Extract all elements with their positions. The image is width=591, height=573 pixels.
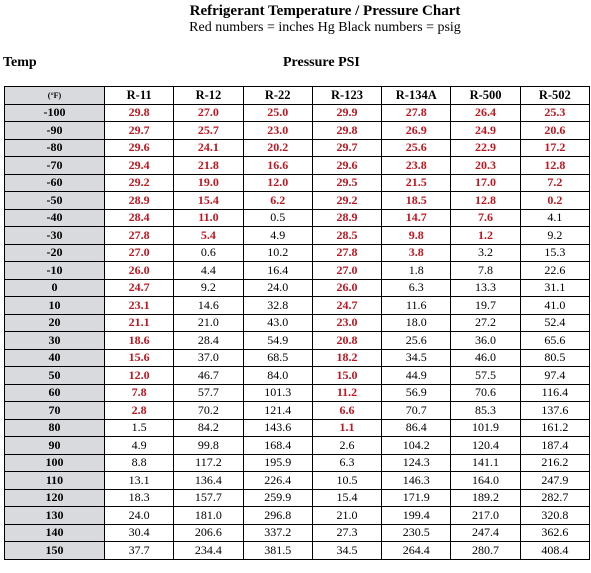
vacuum-cell: 9.8 [382, 227, 451, 245]
pressure-cell: 25.6 [382, 332, 451, 350]
pressure-cell: 9.2 [520, 227, 589, 245]
table-row [5, 454, 590, 472]
pressure-cell: 31.1 [520, 279, 589, 297]
temp-cell: 120 [5, 489, 105, 507]
table-row [5, 507, 590, 525]
pressure-cell: 85.3 [451, 402, 520, 420]
pressure-cell: 161.2 [520, 419, 589, 437]
pressure-cell: 41.0 [520, 297, 589, 315]
pressure-cell: 247.4 [451, 524, 520, 542]
vacuum-cell: 25.7 [174, 122, 243, 140]
table-row [5, 524, 590, 542]
pressure-cell: 101.9 [451, 419, 520, 437]
table-row [5, 367, 590, 385]
pressure-cell: 195.9 [243, 454, 312, 472]
vacuum-cell: 21.8 [174, 157, 243, 175]
table-row [5, 244, 590, 262]
temp-cell: -40 [5, 209, 105, 227]
vacuum-cell: 21.1 [105, 314, 174, 332]
pressure-cell: 9.2 [174, 279, 243, 297]
pressure-cell: 34.5 [312, 542, 381, 560]
temp-cell: -10 [5, 262, 105, 280]
pressure-cell: 320.8 [520, 507, 589, 525]
pressure-cell: 86.4 [382, 419, 451, 437]
table-row [5, 104, 590, 122]
vacuum-cell: 28.9 [312, 209, 381, 227]
pressure-cell: 337.2 [243, 524, 312, 542]
pressure-cell: 13.1 [105, 472, 174, 490]
table-body [5, 104, 590, 559]
table-row [5, 489, 590, 507]
vacuum-cell: 23.0 [243, 122, 312, 140]
pressure-cell: 36.0 [451, 332, 520, 350]
pressure-cell: 116.4 [520, 384, 589, 402]
vacuum-cell: 20.2 [243, 139, 312, 157]
pressure-cell: 141.1 [451, 454, 520, 472]
vacuum-cell: 14.7 [382, 209, 451, 227]
pressure-heading: Pressure PSI [283, 55, 360, 70]
table-row [5, 262, 590, 280]
pressure-cell: 18.3 [105, 489, 174, 507]
pressure-cell: 381.5 [243, 542, 312, 560]
vacuum-cell: 24.1 [174, 139, 243, 157]
temp-cell: -50 [5, 192, 105, 210]
vacuum-cell: 20.6 [520, 122, 589, 140]
pressure-cell: 117.2 [174, 454, 243, 472]
vacuum-cell: 28.5 [312, 227, 381, 245]
vacuum-cell: 23.8 [382, 157, 451, 175]
vacuum-cell: 6.6 [312, 402, 381, 420]
pressure-cell: 168.4 [243, 437, 312, 455]
table-row [5, 542, 590, 560]
vacuum-cell: 19.0 [174, 174, 243, 192]
pressure-cell: 37.0 [174, 349, 243, 367]
pressure-cell: 0.5 [243, 209, 312, 227]
pressure-cell: 121.4 [243, 402, 312, 420]
vacuum-cell: 18.5 [382, 192, 451, 210]
temp-cell: 50 [5, 367, 105, 385]
pressure-cell: 10.5 [312, 472, 381, 490]
vacuum-cell: 24.7 [105, 279, 174, 297]
temp-cell: 70 [5, 402, 105, 420]
vacuum-cell: 29.6 [312, 157, 381, 175]
vacuum-cell: 11.2 [312, 384, 381, 402]
temp-cell: 150 [5, 542, 105, 560]
vacuum-cell: 7.6 [451, 209, 520, 227]
vacuum-cell: 27.0 [105, 244, 174, 262]
pressure-cell: 97.4 [520, 367, 589, 385]
pressure-cell: 120.4 [451, 437, 520, 455]
pressure-cell: 84.0 [243, 367, 312, 385]
pressure-cell: 14.6 [174, 297, 243, 315]
pressure-cell: 68.5 [243, 349, 312, 367]
vacuum-cell: 29.2 [105, 174, 174, 192]
vacuum-cell: 29.2 [312, 192, 381, 210]
vacuum-cell: 18.2 [312, 349, 381, 367]
pressure-cell: 24.0 [105, 507, 174, 525]
pressure-cell: 13.3 [451, 279, 520, 297]
temp-cell: 100 [5, 454, 105, 472]
pressure-cell: 264.4 [382, 542, 451, 560]
vacuum-cell: 20.3 [451, 157, 520, 175]
pressure-cell: 27.3 [312, 524, 381, 542]
pressure-cell: 136.4 [174, 472, 243, 490]
vacuum-cell: 15.6 [105, 349, 174, 367]
temp-cell: 90 [5, 437, 105, 455]
pressure-cell: 189.2 [451, 489, 520, 507]
column-header: R-22 [243, 87, 312, 105]
vacuum-cell: 29.8 [312, 122, 381, 140]
vacuum-cell: 23.0 [312, 314, 381, 332]
table-row [5, 332, 590, 350]
vacuum-cell: 12.0 [243, 174, 312, 192]
column-header: R-502 [520, 87, 589, 105]
temp-heading: Temp [3, 55, 37, 70]
pressure-cell: 1.8 [382, 262, 451, 280]
temp-cell: -70 [5, 157, 105, 175]
table-row [5, 419, 590, 437]
table-row [5, 122, 590, 140]
vacuum-cell: 26.0 [105, 262, 174, 280]
pressure-cell: 171.9 [382, 489, 451, 507]
vacuum-cell: 11.0 [174, 209, 243, 227]
vacuum-cell: 27.0 [174, 104, 243, 122]
temp-cell: 40 [5, 349, 105, 367]
column-header: R-500 [451, 87, 520, 105]
vacuum-cell: 29.7 [312, 139, 381, 157]
table-row [5, 209, 590, 227]
pressure-cell: 21.0 [312, 507, 381, 525]
vacuum-cell: 29.8 [105, 104, 174, 122]
pressure-cell: 216.2 [520, 454, 589, 472]
vacuum-cell: 25.6 [382, 139, 451, 157]
vacuum-cell: 21.5 [382, 174, 451, 192]
vacuum-cell: 7.2 [520, 174, 589, 192]
vacuum-cell: 29.6 [105, 139, 174, 157]
pressure-cell: 80.5 [520, 349, 589, 367]
pressure-cell: 6.3 [382, 279, 451, 297]
pressure-cell: 70.6 [451, 384, 520, 402]
pressure-cell: 187.4 [520, 437, 589, 455]
pressure-cell: 37.7 [105, 542, 174, 560]
vacuum-cell: 26.4 [451, 104, 520, 122]
vacuum-cell: 26.9 [382, 122, 451, 140]
vacuum-cell: 27.8 [105, 227, 174, 245]
pressure-cell: 70.7 [382, 402, 451, 420]
vacuum-cell: 15.0 [312, 367, 381, 385]
pressure-cell: 70.2 [174, 402, 243, 420]
pressure-cell: 65.6 [520, 332, 589, 350]
pressure-cell: 46.7 [174, 367, 243, 385]
pressure-cell: 104.2 [382, 437, 451, 455]
vacuum-cell: 29.7 [105, 122, 174, 140]
table-row [5, 227, 590, 245]
column-header: R-123 [312, 87, 381, 105]
pressure-cell: 10.2 [243, 244, 312, 262]
temp-cell: -80 [5, 139, 105, 157]
pressure-cell: 259.9 [243, 489, 312, 507]
pressure-cell: 52.4 [520, 314, 589, 332]
pressure-cell: 199.4 [382, 507, 451, 525]
pressure-table [4, 86, 590, 560]
column-header: R-12 [174, 87, 243, 105]
pressure-cell: 43.0 [243, 314, 312, 332]
pressure-cell: 22.6 [520, 262, 589, 280]
pressure-cell: 30.4 [105, 524, 174, 542]
temp-cell: 0 [5, 279, 105, 297]
pressure-cell: 124.3 [382, 454, 451, 472]
vacuum-cell: 15.4 [174, 192, 243, 210]
pressure-cell: 230.5 [382, 524, 451, 542]
pressure-cell: 234.4 [174, 542, 243, 560]
temp-cell: 60 [5, 384, 105, 402]
pressure-cell: 3.2 [451, 244, 520, 262]
pressure-cell: 296.8 [243, 507, 312, 525]
vacuum-cell: 3.8 [382, 244, 451, 262]
table-row [5, 314, 590, 332]
table-row [5, 157, 590, 175]
pressure-cell: 247.9 [520, 472, 589, 490]
vacuum-cell: 26.0 [312, 279, 381, 297]
vacuum-cell: 25.0 [243, 104, 312, 122]
temp-cell: 80 [5, 419, 105, 437]
vacuum-cell: 23.1 [105, 297, 174, 315]
vacuum-cell: 1.2 [451, 227, 520, 245]
pressure-cell: 146.3 [382, 472, 451, 490]
pressure-cell: 4.1 [520, 209, 589, 227]
temp-cell: -60 [5, 174, 105, 192]
vacuum-cell: 25.3 [520, 104, 589, 122]
vacuum-cell: 28.9 [105, 192, 174, 210]
pressure-cell: 46.0 [451, 349, 520, 367]
vacuum-cell: 27.8 [382, 104, 451, 122]
pressure-cell: 28.4 [174, 332, 243, 350]
vacuum-cell: 22.9 [451, 139, 520, 157]
pressure-cell: 18.0 [382, 314, 451, 332]
vacuum-cell: 12.8 [520, 157, 589, 175]
column-header: R-11 [105, 87, 174, 105]
vacuum-cell: 7.8 [105, 384, 174, 402]
pressure-cell: 11.6 [382, 297, 451, 315]
vacuum-cell: 1.1 [312, 419, 381, 437]
unit-header: (°F) [5, 87, 105, 105]
pressure-cell: 0.6 [174, 244, 243, 262]
vacuum-cell: 12.8 [451, 192, 520, 210]
pressure-cell: 57.5 [451, 367, 520, 385]
vacuum-cell: 28.4 [105, 209, 174, 227]
pressure-cell: 1.5 [105, 419, 174, 437]
table-row [5, 384, 590, 402]
pressure-cell: 280.7 [451, 542, 520, 560]
pressure-cell: 143.6 [243, 419, 312, 437]
temp-cell: 10 [5, 297, 105, 315]
vacuum-cell: 0.2 [520, 192, 589, 210]
pressure-cell: 7.8 [451, 262, 520, 280]
table-row [5, 402, 590, 420]
column-header: R-134A [382, 87, 451, 105]
vacuum-cell: 17.2 [520, 139, 589, 157]
temp-cell: 110 [5, 472, 105, 490]
pressure-cell: 84.2 [174, 419, 243, 437]
pressure-cell: 6.3 [312, 454, 381, 472]
table-row [5, 139, 590, 157]
temp-cell: 130 [5, 507, 105, 525]
vacuum-cell: 27.8 [312, 244, 381, 262]
pressure-cell: 181.0 [174, 507, 243, 525]
temp-cell: 30 [5, 332, 105, 350]
table-row [5, 174, 590, 192]
pressure-cell: 21.0 [174, 314, 243, 332]
temp-cell: -100 [5, 104, 105, 122]
pressure-cell: 101.3 [243, 384, 312, 402]
pressure-cell: 56.9 [382, 384, 451, 402]
pressure-cell: 15.3 [520, 244, 589, 262]
pressure-cell: 24.0 [243, 279, 312, 297]
vacuum-cell: 20.8 [312, 332, 381, 350]
pressure-cell: 54.9 [243, 332, 312, 350]
temp-cell: 140 [5, 524, 105, 542]
table-row [5, 349, 590, 367]
vacuum-cell: 24.9 [451, 122, 520, 140]
pressure-cell: 34.5 [382, 349, 451, 367]
table-row [5, 192, 590, 210]
pressure-cell: 27.2 [451, 314, 520, 332]
temp-cell: -30 [5, 227, 105, 245]
pressure-cell: 282.7 [520, 489, 589, 507]
vacuum-cell: 17.0 [451, 174, 520, 192]
vacuum-cell: 12.0 [105, 367, 174, 385]
vacuum-cell: 29.5 [312, 174, 381, 192]
vacuum-cell: 18.6 [105, 332, 174, 350]
pressure-cell: 32.8 [243, 297, 312, 315]
pressure-cell: 157.7 [174, 489, 243, 507]
vacuum-cell: 2.8 [105, 402, 174, 420]
pressure-cell: 57.7 [174, 384, 243, 402]
pressure-cell: 99.8 [174, 437, 243, 455]
temp-cell: -90 [5, 122, 105, 140]
pressure-cell: 4.9 [243, 227, 312, 245]
vacuum-cell: 5.4 [174, 227, 243, 245]
table-row [5, 472, 590, 490]
temp-cell: -20 [5, 244, 105, 262]
chart-title: Refrigerant Temperature / Pressure Chart [189, 3, 461, 19]
pressure-cell: 44.9 [382, 367, 451, 385]
table-row [5, 297, 590, 315]
temp-cell: 20 [5, 314, 105, 332]
chart-subtitle: Red numbers = inches Hg Black numbers = psig [189, 20, 461, 35]
pressure-cell: 226.4 [243, 472, 312, 490]
pressure-cell: 164.0 [451, 472, 520, 490]
pressure-cell: 137.6 [520, 402, 589, 420]
pressure-cell: 16.4 [243, 262, 312, 280]
pressure-cell: 217.0 [451, 507, 520, 525]
table-row [5, 437, 590, 455]
pressure-cell: 4.4 [174, 262, 243, 280]
pressure-cell: 362.6 [520, 524, 589, 542]
pressure-cell: 4.9 [105, 437, 174, 455]
vacuum-cell: 29.4 [105, 157, 174, 175]
vacuum-cell: 6.2 [243, 192, 312, 210]
header-row [5, 87, 590, 105]
table-row [5, 279, 590, 297]
vacuum-cell: 24.7 [312, 297, 381, 315]
pressure-cell: 8.8 [105, 454, 174, 472]
pressure-cell: 408.4 [520, 542, 589, 560]
vacuum-cell: 27.0 [312, 262, 381, 280]
pressure-cell: 19.7 [451, 297, 520, 315]
vacuum-cell: 16.6 [243, 157, 312, 175]
pressure-cell: 15.4 [312, 489, 381, 507]
pressure-cell: 2.6 [312, 437, 381, 455]
vacuum-cell: 29.9 [312, 104, 381, 122]
pressure-cell: 206.6 [174, 524, 243, 542]
